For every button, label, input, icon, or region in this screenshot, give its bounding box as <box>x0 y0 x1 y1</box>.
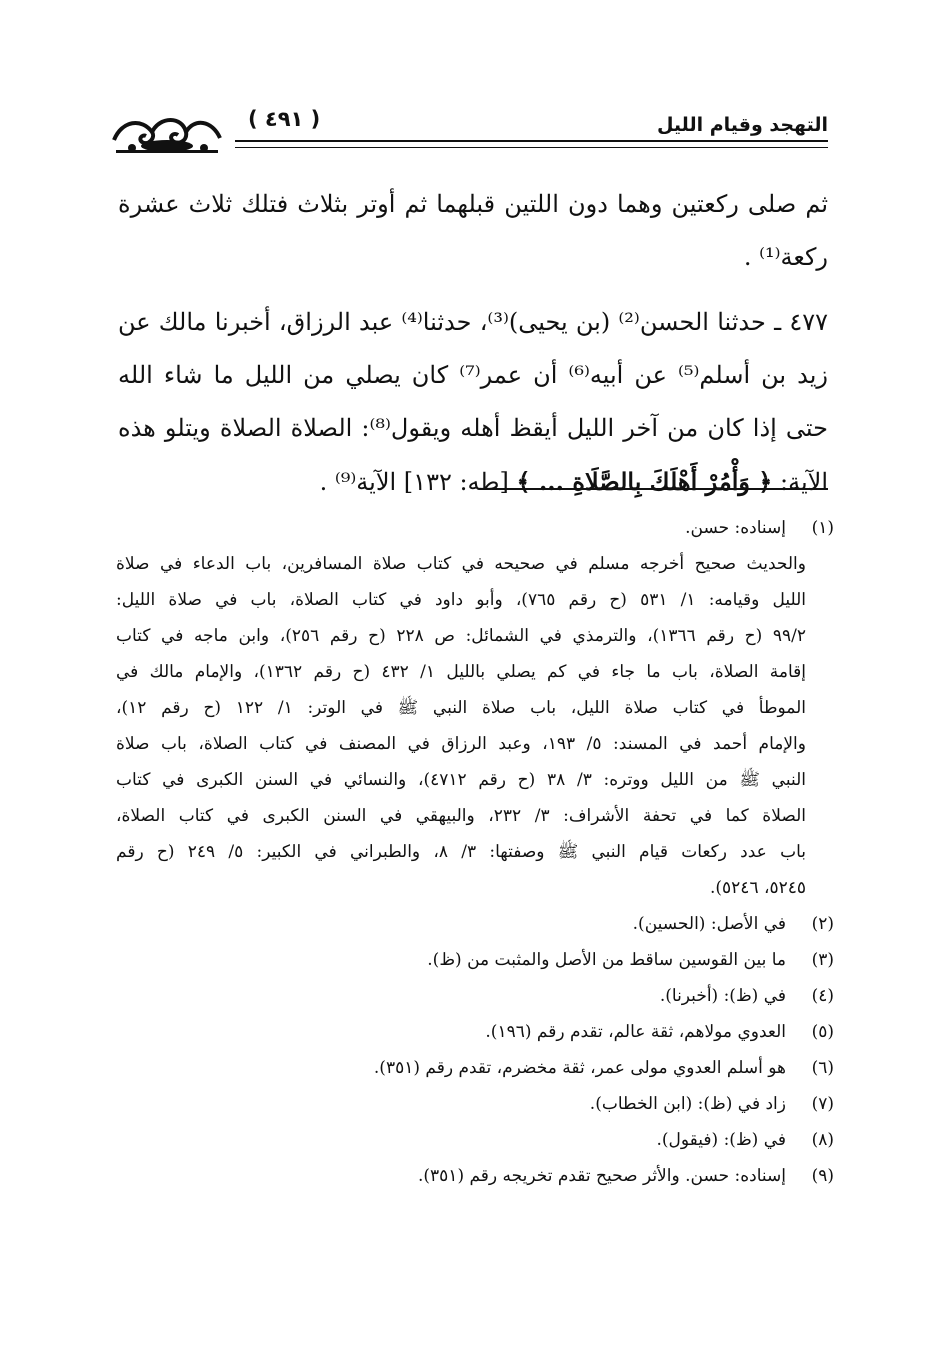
footnote-line: ٩٩/٢ (ح رقم ١٣٦٦)، والترمذي في الشمائل: ص ٢٢٨ (ح رقم ٢٥٦)، وابن ماجه في كتاب <box>116 626 806 646</box>
footnote-text: زاد في (ظ): (ابن الخطاب). <box>589 1094 786 1114</box>
hadith-text: ٤٧٧ ـ حدثنا الحسن⁽²⁾ (بن يحيى)⁽³⁾، حدثنا⁽⁴⁾ عبد الرزاق، أخبرنا مالك عن زيد بن أسلم⁽⁵⁾ عن أبيه⁽⁶⁾ أن عمر⁽⁷⁾ كان يصلي من الليل ما شاء الله حتى إذا كان من آخر الليل أيقظ أهله ويقول⁽⁸⁾: الصلاة الصلاة ويتلو هذه الآية: <box>118 308 828 496</box>
footnotes <box>116 510 834 1194</box>
footnote-text: في (ظ): (فيقول). <box>656 1130 786 1150</box>
footnote-text: هو أسلم العدوي مولى عمر، ثقة مخضرم، تقدم رقم (٣٥١). <box>373 1058 786 1078</box>
footnote-line: النبي ﷺ من الليل ووتره: ٣/ ٣٨ (ح رقم ٤٧١٢)، والنسائي في السنن الكبرى في كتاب <box>116 770 806 790</box>
footnote-line: والحديث صحيح أخرجه مسلم في صحيحه في كتاب صلاة المسافرين، باب الدعاء في صلاة <box>116 554 806 574</box>
footnote-3 <box>116 942 834 978</box>
footnote-4 <box>116 978 834 1014</box>
footnote-text: العدوي مولاهم، ثقة عالم، تقدم رقم (١٩٦). <box>485 1022 786 1042</box>
header-ornament-icon <box>112 110 222 160</box>
footnote-9 <box>116 1158 834 1194</box>
footnote-line: والإمام أحمد في المسند: ٥/ ١٩٣، وعبد الرزاق في المصنف في كتاب الصلاة، باب صلاة <box>116 734 806 754</box>
footnote-number: (١) <box>811 518 834 538</box>
footnote-2 <box>116 906 834 942</box>
footnote-8 <box>116 1122 834 1158</box>
footnote-text: ما بين القوسين ساقط من الأصل والمثبت من (ظ). <box>427 950 786 970</box>
footnote-7 <box>116 1086 834 1122</box>
footnote-number: (٤) <box>811 986 834 1006</box>
footnote-text: إسناده: حسن. <box>685 518 786 538</box>
footnote-5 <box>116 1014 834 1050</box>
footnote-number: (٦) <box>811 1058 834 1078</box>
footnote-number: (٨) <box>811 1130 834 1150</box>
footnote-number: (٩) <box>811 1166 834 1186</box>
footnote-number: (٥) <box>811 1022 834 1042</box>
footnote-number: (٣) <box>811 950 834 970</box>
footnote-separator <box>492 488 828 490</box>
footnote-text: في (ظ): (أخبرنا). <box>659 986 786 1006</box>
footnote-line: ٥٢٤٥، ٥٢٤٦). <box>710 878 806 898</box>
running-header-title: التهجد وقيام الليل <box>656 114 828 136</box>
page-number: ( ٤٩١ ) <box>248 107 321 131</box>
footnote-text: في الأصل: (الحسين). <box>632 914 786 934</box>
footnote-line: الليل وقيامه: ١/ ٥٣١ (ح رقم ٧٦٥)، وأبو داود في كتاب الصلاة، باب في صلاة الليل: <box>116 590 806 610</box>
footnote-body <box>116 546 806 906</box>
header-rule-thin <box>235 147 828 148</box>
footnote-line: الموطأ في كتاب صلاة الليل، باب صلاة النبي ﷺ في الوتر: ١/ ١٢٢ (ح رقم ١٢)، <box>116 698 807 718</box>
footnote-text: إسناده: حسن. والأثر صحيح تقدم تخريجه رقم (٣٥١). <box>418 1166 786 1186</box>
footnote-line: إقامة الصلاة، باب ما جاء في كم يصلي بالليل ١/ ٤٣٢ (ح رقم ١٣٦٢)، والإمام مالك في <box>116 662 807 682</box>
footnote-number: (٢) <box>811 914 834 934</box>
quran-verse: ﴿ وَأْمُرْ أَهْلَكَ بِالصَّلَاةِ ... ﴾ <box>516 467 773 496</box>
paragraph-continuation: ثم صلى ركعتين وهما دون اللتين قبلهما ثم أوتر بثلاث فتلك ثلاث عشرة ركعة⁽¹⁾ . <box>118 190 828 271</box>
footnote-line: باب عدد ركعات قيام النبي ﷺ وصفتها: ٣/ ٨، والطبراني في الكبير: ٥/ ٢٤٩ (ح رقم <box>116 842 806 862</box>
footnote-line: الصلاة كما في تحفة الأشراف: ٣/ ٢٣٢، والبيهقي في السنن الكبرى في كتاب الصلاة، <box>116 806 806 826</box>
footnote-6 <box>116 1050 834 1086</box>
hadith-477 <box>118 296 828 509</box>
verse-reference: [طه: ١٣٢] الآية⁽⁹⁾ . <box>319 468 517 496</box>
footnote-1 <box>116 510 834 906</box>
main-text <box>118 178 828 509</box>
header-rule <box>235 140 828 142</box>
footnote-number: (٧) <box>811 1094 834 1114</box>
